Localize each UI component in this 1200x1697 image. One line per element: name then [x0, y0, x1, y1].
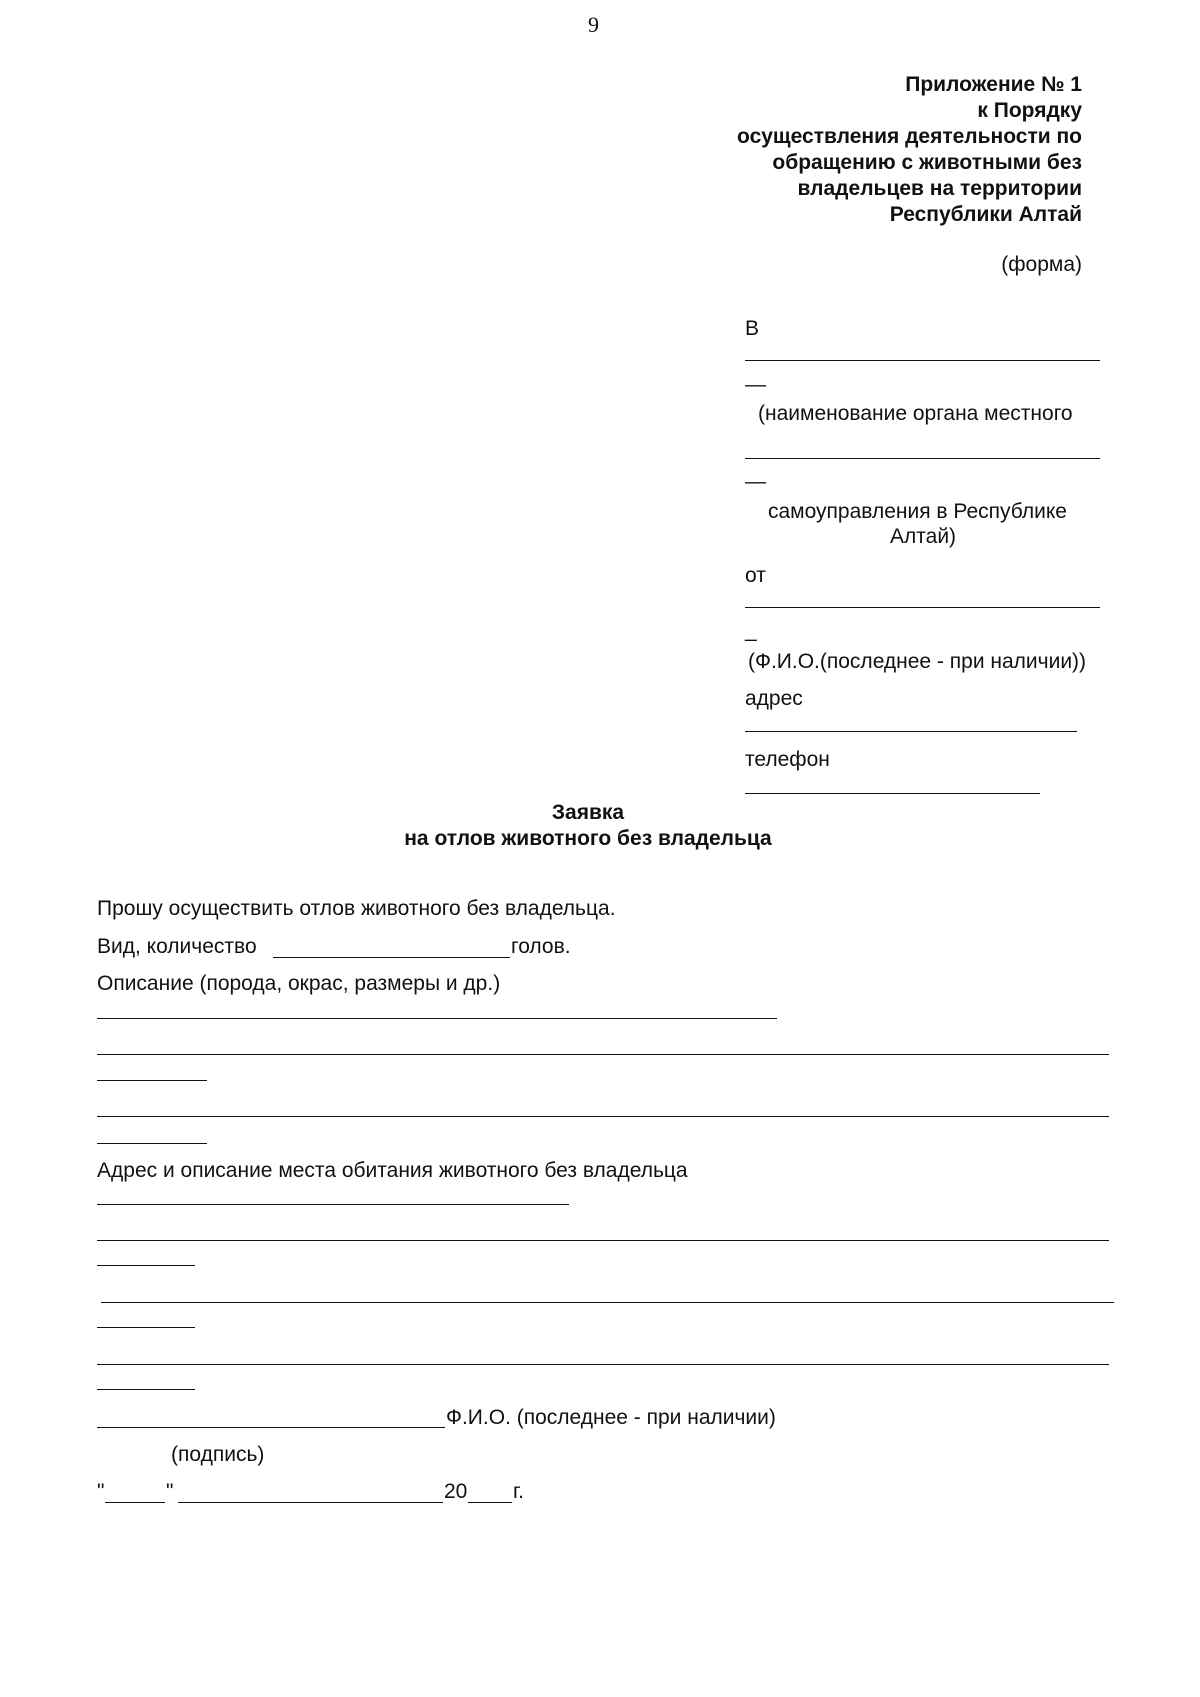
- date-year-field[interactable]: [468, 1502, 512, 1503]
- signature-line[interactable]: [97, 1427, 445, 1428]
- description-label: Описание (порода, окрас, размеры и др.): [97, 972, 501, 995]
- org-hint-1: (наименование органа местного: [758, 402, 1073, 425]
- location-line-3[interactable]: [101, 1302, 1114, 1303]
- kind-label: Вид, количество: [97, 935, 257, 958]
- description-line-2[interactable]: [97, 1054, 1109, 1055]
- fio-hint: (Ф.И.О.(последнее - при наличии)): [748, 650, 1087, 673]
- location-label: Адрес и описание места обитания животного без владельца: [97, 1159, 688, 1182]
- annex-line-1: Приложение № 1: [905, 73, 1082, 96]
- address-line[interactable]: [745, 731, 1077, 732]
- org-hint-3: Алтай): [890, 525, 957, 548]
- sender-dash: _: [745, 619, 757, 642]
- location-line-1[interactable]: [97, 1204, 569, 1205]
- title-line-2: на отлов животного без владельца: [404, 827, 772, 850]
- description-line-1[interactable]: [97, 1018, 777, 1019]
- page-number: 9: [588, 12, 599, 37]
- date-quote-open: ": [97, 1480, 105, 1503]
- phone-line[interactable]: [745, 793, 1040, 794]
- description-line-2-tail[interactable]: [97, 1080, 207, 1081]
- annex-line-6: Республики Алтай: [889, 203, 1082, 226]
- document-title: [0, 800, 1176, 852]
- sender-line[interactable]: [745, 607, 1100, 608]
- location-line-2[interactable]: [97, 1240, 1109, 1241]
- title-line-1: Заявка: [551, 801, 625, 824]
- date-month-field[interactable]: [178, 1502, 443, 1503]
- to-label: В: [745, 317, 760, 340]
- org-hint-2: самоуправления в Республике: [768, 500, 1067, 523]
- fio-signature-label: Ф.И.О. (последнее - при наличии): [446, 1406, 776, 1429]
- from-label: от: [745, 564, 766, 587]
- heads-label: голов.: [511, 935, 571, 958]
- annex-line-4: обращению с животными без: [772, 151, 1082, 174]
- description-line-3-tail[interactable]: [97, 1143, 207, 1144]
- recipient-dash-2: —: [745, 470, 766, 493]
- year-prefix: 20: [444, 1480, 468, 1503]
- description-line-3[interactable]: [97, 1116, 1109, 1117]
- address-label: адрес: [745, 687, 803, 710]
- annex-line-2: к Порядку: [977, 99, 1082, 122]
- year-suffix: г.: [513, 1480, 524, 1503]
- recipient-line[interactable]: [745, 360, 1100, 361]
- annex-line-5: владельцев на территории: [797, 177, 1082, 200]
- location-line-4-tail[interactable]: [97, 1389, 195, 1390]
- form-label: (форма): [1001, 253, 1082, 276]
- annex-header: [737, 72, 1082, 228]
- kind-quantity-field[interactable]: [273, 957, 510, 958]
- location-line-4[interactable]: [97, 1364, 1109, 1365]
- recipient-line-2[interactable]: [745, 458, 1100, 459]
- phone-label: телефон: [745, 748, 830, 771]
- date-day-field[interactable]: [105, 1502, 165, 1503]
- signature-hint: (подпись): [171, 1443, 265, 1466]
- recipient-dash: —: [745, 373, 766, 396]
- location-line-2-tail[interactable]: [97, 1265, 195, 1266]
- annex-line-3: осуществления деятельности по: [737, 125, 1082, 148]
- location-line-3-tail[interactable]: [97, 1327, 195, 1328]
- date-quote-close: ": [166, 1480, 174, 1503]
- request-text: Прошу осуществить отлов животного без владельца.: [97, 897, 616, 920]
